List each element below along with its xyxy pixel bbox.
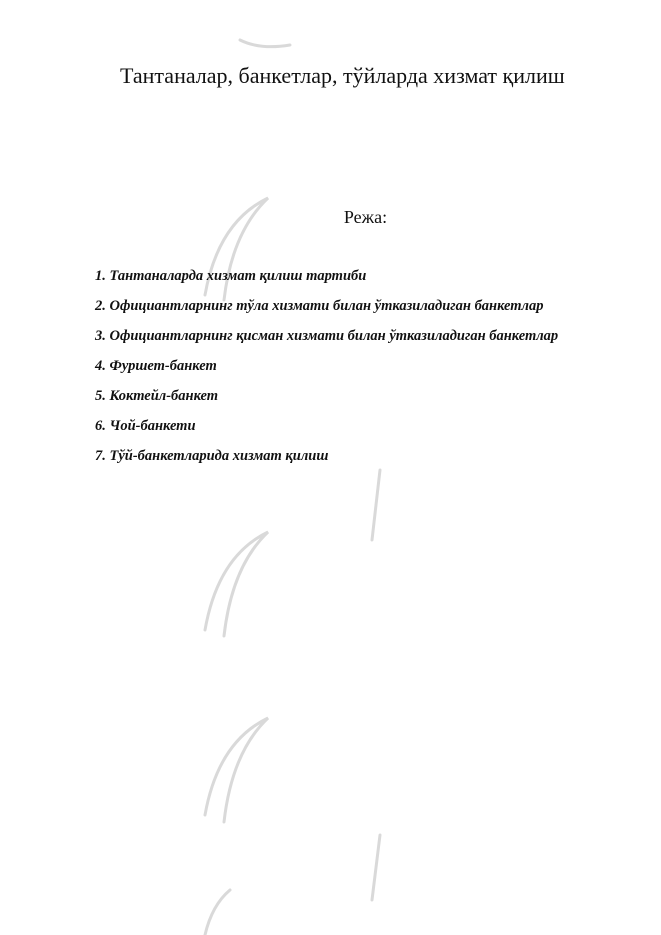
plan-list [95,261,595,471]
document-title: Тантаналар, банкетлар, тўйларда хизмат қилиш [120,63,565,88]
list-item: 1. Тантаналарда хизмат қилиш тартиби [95,268,367,284]
list-item: 5. Коктейл-банкет [95,388,219,404]
list-item: 4. Фуршет-банкет [95,358,217,374]
list-item: 3. Официантларнинг қисман хизмати билан ўтказиладиган банкетлар [95,328,559,344]
list-item: 6. Чой-банкети [95,418,196,434]
list-item: 7. Тўй-банкетларида хизмат қилиш [95,448,329,464]
plan-heading: Режа: [343,207,388,227]
list-item: 2. Официантларнинг тўла хизмати билан ўтказиладиган банкетлар [95,298,544,314]
